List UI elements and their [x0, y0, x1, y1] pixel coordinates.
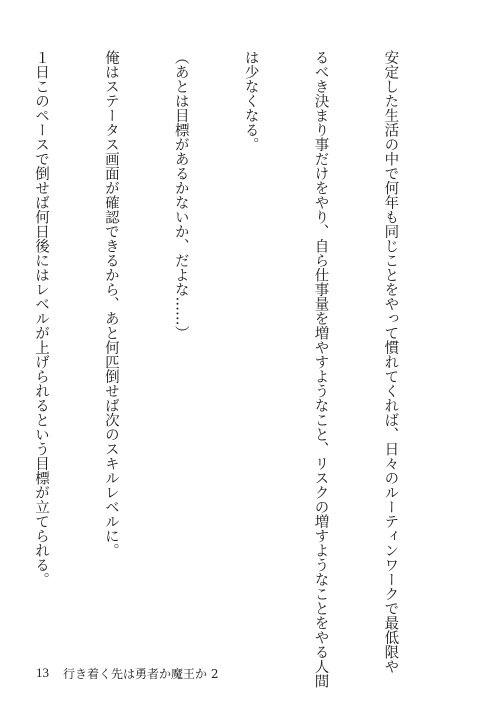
text-line: 俺はステータス画面が確認できるから、あと何匹倒せば次のスキルレベルに。 [102, 50, 119, 558]
text-line: 安定した生活の中で何年も同じことをやって慣れてくれば、日々のルーティンワークで最低限や [382, 50, 399, 674]
page-footer [36, 665, 218, 682]
book-title: 行き着く先は勇者か魔王か 2 [63, 667, 219, 681]
text-line: は少なくなる。 [242, 50, 259, 152]
text-line: （あとは目標があるかないか、だよな……） [172, 50, 189, 340]
text-line: るべき決まり事だけをやり、自ら仕事量を増やすようなこと、リスクの増すようなことをやる人間 [312, 50, 329, 688]
text-line: １日このペースで倒せば何日後にはレベルが上げられるという目標が立てられる。 [32, 50, 49, 587]
page-number: 13 [36, 665, 49, 680]
